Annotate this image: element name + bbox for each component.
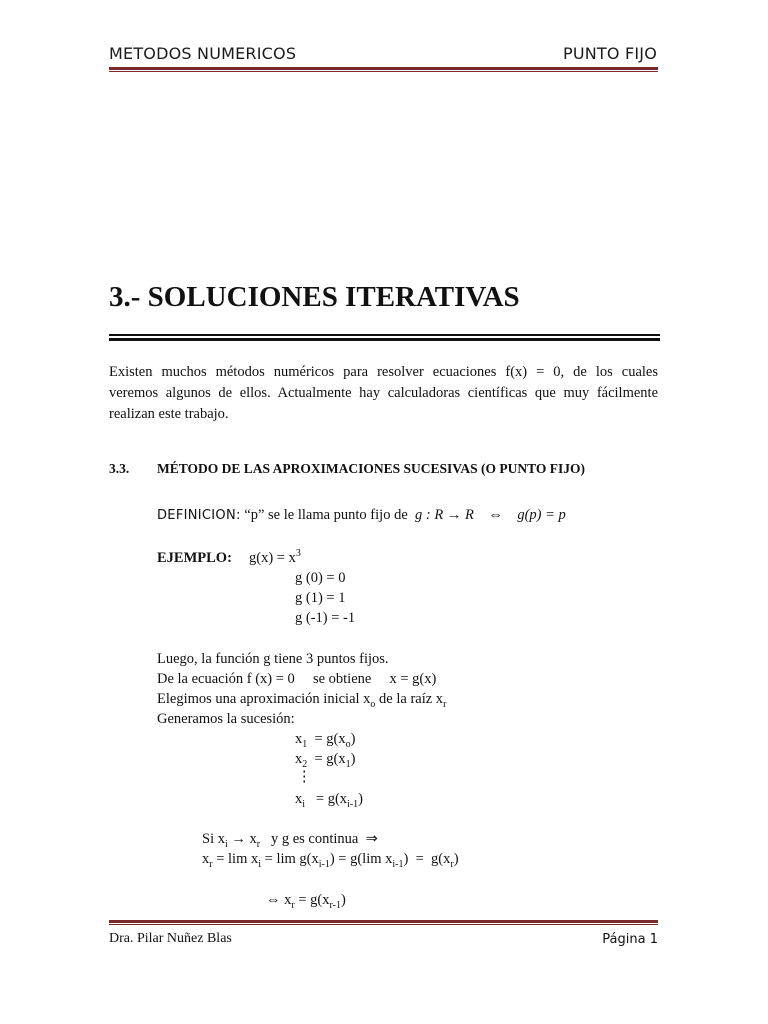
sequence-rhs: = g(x <box>315 791 348 807</box>
sequence-rhs: = g(x <box>314 751 346 767</box>
limit-1b-sub: r <box>256 838 261 850</box>
limit-2c: = lim g(x <box>261 851 319 867</box>
sequence-rhs: = g(x <box>314 731 346 747</box>
example-eval: g (1) = 1 <box>295 590 346 606</box>
example-label: EJEMPLO: <box>157 550 232 566</box>
body-line-3a-sub: o <box>370 698 376 710</box>
limit-2d: ) = g(lim x <box>329 851 393 867</box>
limit-3b-sub: r-1 <box>329 899 341 911</box>
sequence-row <box>295 791 363 808</box>
body-line-2a: De la ecuación f (x) = 0 <box>157 671 295 687</box>
limit-1b: → x <box>227 831 257 847</box>
limit-2f: ) <box>453 851 459 867</box>
intro-line: Existen muchos métodos numéricos para resolver ecuaciones f(x) = 0, de los cuales <box>109 364 658 380</box>
footer-author: Dra. Pilar Nuñez Blas <box>109 931 232 946</box>
sequence-rhs-sub: 1 <box>345 758 351 770</box>
sequence-lhs-sub: i <box>302 798 306 810</box>
limit-line-2 <box>202 851 459 868</box>
definition-fixed-point: g(p) = p <box>517 507 566 523</box>
example-fn-text: g(x) = x <box>249 550 296 566</box>
body-line-3b-sub: r <box>443 698 447 710</box>
limit-2b: = lim x <box>212 851 259 867</box>
limit-1a-sub: i <box>224 838 228 850</box>
body-line-3b: de la raíz x <box>379 691 444 707</box>
header-left: METODOS NUMERICOS <box>109 44 297 63</box>
title-rule-top <box>109 334 660 336</box>
intro-line: veremos algunos de ellos. Actualmente hay calculadoras científicas que muy fácilmente <box>109 385 658 401</box>
section-number: 3.3. <box>109 461 130 476</box>
header-right: PUNTO FIJO <box>562 44 657 63</box>
footer-rule <box>109 920 658 923</box>
limit-1c: y g es continua ⇒ <box>260 831 378 847</box>
sequence-close: ) <box>350 751 356 767</box>
sequence-close: ) <box>358 791 363 807</box>
limit-2d-sub: i-1 <box>392 858 404 870</box>
limit-2e: ) = g(x <box>403 851 451 867</box>
sequence-lhs-sub: 2 <box>302 758 308 770</box>
page-number: Página 1 <box>602 932 658 947</box>
example-fn-exp: 3 <box>295 548 301 560</box>
limit-line-3 <box>266 892 346 909</box>
limit-2b-sub: i <box>258 858 262 870</box>
intro-line: realizan este trabajo. <box>109 406 229 422</box>
example-function <box>249 550 301 567</box>
header-rule <box>109 67 658 70</box>
limit-2c-sub: i-1 <box>318 858 330 870</box>
example-eval: g (0) = 0 <box>295 570 346 586</box>
sequence-ellipsis: ⋮ <box>297 769 312 785</box>
body-line-2b: se obtiene <box>312 671 372 687</box>
sequence-lhs: x <box>295 731 303 747</box>
header-rule-thin <box>109 71 658 72</box>
limit-3b: = g(x <box>294 892 330 908</box>
sequence-rhs-sub: o <box>345 738 351 750</box>
sequence-rhs-sub: i-1 <box>347 798 359 810</box>
limit-3c: ) <box>340 892 346 908</box>
body-line-2 <box>157 671 436 688</box>
example-eval: g (-1) = -1 <box>295 610 356 626</box>
sequence-lhs: x <box>295 751 303 767</box>
footer-rule-thin <box>109 924 658 925</box>
limit-3-sub: r <box>291 899 295 911</box>
definition-text: “p” se le llama punto fijo de <box>244 507 408 523</box>
body-line-4: Generamos la sucesión: <box>157 711 295 727</box>
iff-symbol: ⇔ <box>488 507 503 523</box>
body-line-1: Luego, la función g tiene 3 puntos fijos. <box>157 651 389 667</box>
sequence-lhs-sub: 1 <box>302 738 308 750</box>
limit-line-1 <box>202 831 378 848</box>
body-line-3 <box>157 691 446 708</box>
limit-2: x <box>202 851 210 867</box>
title-rule-bottom <box>109 338 660 341</box>
body-line-2c: x = g(x) <box>389 671 437 687</box>
body-line-3a: Elegimos una aproximación inicial x <box>157 691 371 707</box>
sequence-lhs: x <box>295 791 303 807</box>
sequence-close: ) <box>350 731 356 747</box>
intro-paragraph <box>109 362 658 425</box>
limit-2e-sub: r <box>450 858 454 870</box>
definition-line <box>157 507 566 524</box>
limit-3: ⇔ x <box>266 892 292 908</box>
limit-1a: Si x <box>202 831 225 847</box>
definition-label: DEFINICION: <box>157 508 241 523</box>
sequence-row <box>295 751 355 768</box>
section-title: MÉTODO DE LAS APROXIMACIONES SUCESIVAS (O PUNTO FIJO) <box>157 461 585 476</box>
definition-g: g <box>415 507 423 523</box>
chapter-title: 3.- SOLUCIONES ITERATIVAS <box>109 281 520 313</box>
limit-2-sub: r <box>209 858 213 870</box>
sequence-row <box>295 731 355 748</box>
definition-mapping: : R → R <box>422 507 474 523</box>
